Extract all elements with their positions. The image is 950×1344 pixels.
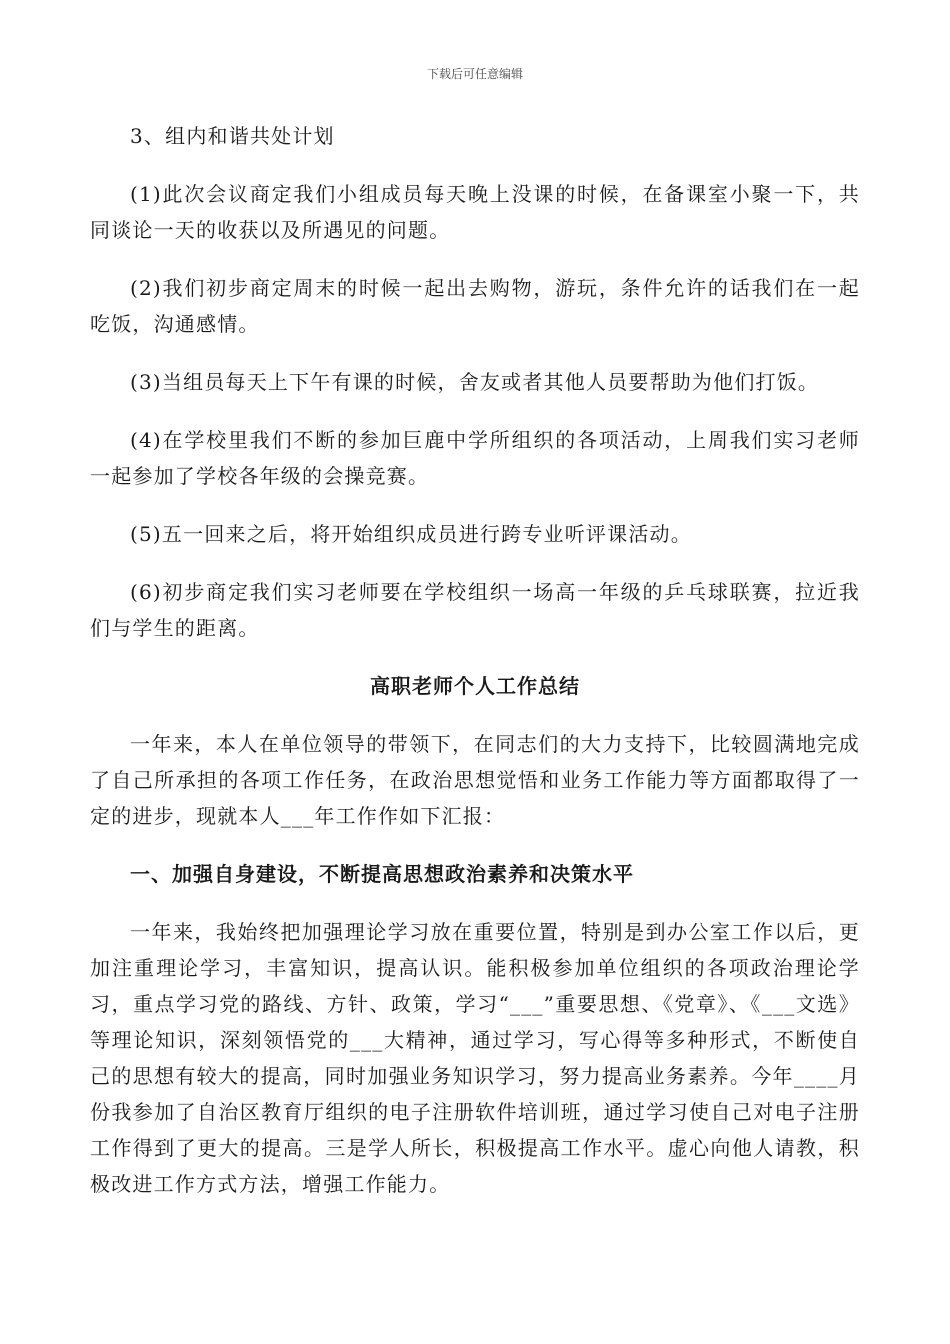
plan-item: (6)初步商定我们实习老师要在学校组织一场高一年级的乒乓球联赛，拉近我们与学生的距离。 bbox=[90, 580, 860, 640]
header-note: 下载后可任意编辑 bbox=[426, 67, 523, 81]
plan-item: (1)此次会议商定我们小组成员每天晚上没课的时候，在备课室小聚一下，共同谈论一天的收获以及所遇见的问题。 bbox=[90, 182, 860, 242]
plan-item: (2)我们初步商定周末的时候一起出去购物，游玩，条件允许的话我们在一起吃饭，沟通感情。 bbox=[90, 276, 860, 336]
article-intro: 一年来，本人在单位领导的带领下，在同志们的大力支持下，比较圆满地完成了自己所承担的各项工作任务，在政治思想觉悟和业务工作能力等方面都取得了一定的进步，现就本人___年工作作如下汇报： bbox=[90, 732, 860, 828]
section-heading: 一、加强自身建设，不断提高思想政治素养和决策水平 bbox=[130, 862, 634, 886]
section-body: 一年来，我始终把加强理论学习放在重要位置，特别是到办公室工作以后，更加注重理论学习，丰富知识，提高认识。能积极参加单位组织的各项政治理论学习，重点学习党的路线、方针、政策，学习“___”重要思想、《党章》、《___文选》等理论知识，深刻领悟党的___大精神，通过学习，写心得等多种形式，不断使自己的思想有较大的提高，同时加强业务知识学习，努力提高业务素养。今年____月份我参加了自治区教育厅组织的电子注册软件培训班，通过学习使自己对电子注册工作得到了更大的提高。三是学人所长，积极提高工作水平。虚心向他人请教，积极改进工作方式方法，增强工作能力。 bbox=[90, 920, 860, 1196]
plan-item: (4)在学校里我们不断的参加巨鹿中学所组织的各项活动，上周我们实习老师一起参加了学校各年级的会操竞赛。 bbox=[90, 428, 860, 488]
plan-item: (3)当组员每天上下午有课的时候，舍友或者其他人员要帮助为他们打饭。 bbox=[130, 370, 820, 394]
plan-heading: 3、组内和谐共处计划 bbox=[130, 124, 335, 148]
plan-item: (5)五一回来之后，将开始组织成员进行跨专业听评课活动。 bbox=[130, 522, 692, 546]
document-body bbox=[90, 118, 860, 1224]
article-title: 高职老师个人工作总结 bbox=[370, 674, 580, 698]
